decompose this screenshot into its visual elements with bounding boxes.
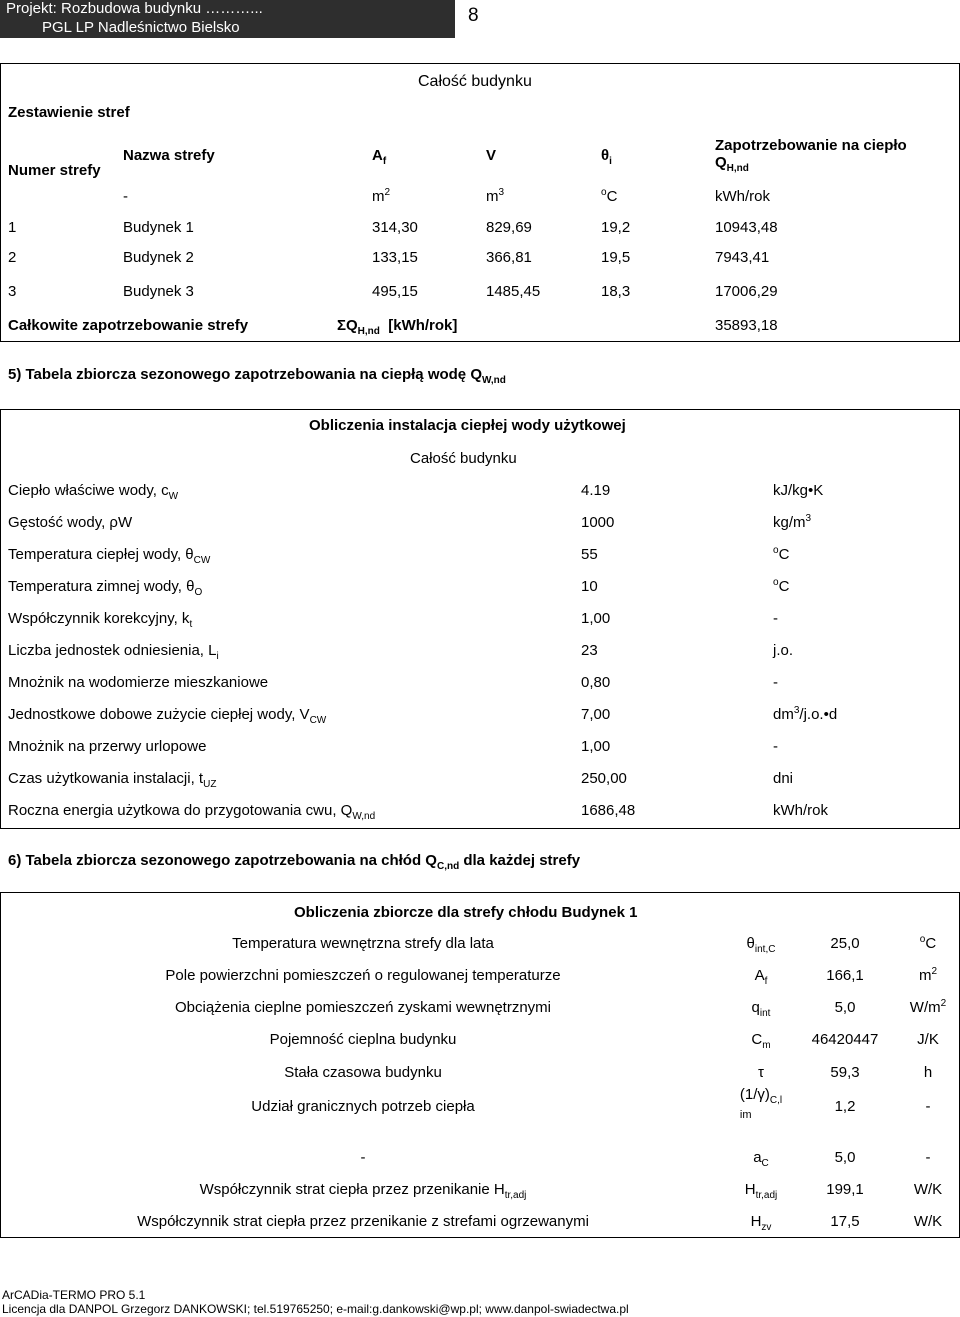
cooling-value: 25,0 (830, 935, 860, 952)
hot-water-value: 1,00 (581, 738, 611, 755)
header-demand: Zapotrzebowanie na ciepło $Q_{H,nd}$ (715, 137, 907, 175)
page-number: 8 (468, 5, 479, 26)
cooling-value: 59,3 (830, 1064, 860, 1081)
hot-water-value: 250,00 (581, 770, 627, 787)
cooling-symbol: $H_{zv}$ (750, 1213, 772, 1233)
unit-volume: $m^3$ (486, 187, 505, 205)
hot-water-label: Temperatura ciepłej wody, $\theta_{CW}$ (8, 546, 211, 566)
cooling-unit: - (925, 1098, 931, 1115)
hot-water-subtitle: Całość budynku (410, 450, 517, 467)
zone-cell-v: 366,81 (486, 249, 532, 266)
footer-license: Licencja dla DANPOL Grzegorz DANKOWSKI; tel.519765250; e-mail:g.dankowski@wp.pl; www.danpol-swiadectwa.pl (2, 1302, 629, 1316)
unit-demand: kWh/rok (715, 188, 771, 205)
hot-water-value: 10 (581, 578, 598, 595)
organization-line: PGL LP Nadleśnictwo Bielsko (42, 19, 240, 36)
cooling-symbol: $H_{tr,adj}$ (744, 1181, 778, 1201)
total-value: 35893,18 (715, 317, 778, 334)
hot-water-label: Czas użytkowania instalacji, $t_{UZ}$ (8, 770, 217, 790)
zone-cell-v: 1485,45 (486, 283, 541, 300)
cooling-value: 199,1 (826, 1181, 864, 1198)
zone-cell-v: 829,69 (486, 219, 532, 236)
zone-cell-af: 133,15 (372, 249, 418, 266)
hot-water-unit: $kg/m^3$ (773, 513, 812, 531)
cooling-label: Obciążenia cieplne pomieszczeń zyskami wewnętrznymi (175, 999, 551, 1016)
cooling-label: Współczynnik strat ciepła przez przenikanie $H_{tr,adj}$ (199, 1181, 527, 1201)
total-label: Całkowite zapotrzebowanie strefy (8, 317, 249, 334)
hot-water-value: 4.19 (581, 482, 611, 499)
zone-cell-num: 2 (8, 249, 17, 266)
cooling-value: 1,2 (834, 1098, 856, 1115)
cooling-label: Współczynnik strat ciepła przez przenikanie z strefami ogrzewanymi (137, 1213, 589, 1230)
cooling-unit: J/K (917, 1031, 939, 1048)
cooling-value: 46420447 (811, 1031, 879, 1048)
cooling-unit: h (923, 1064, 933, 1081)
section5-heading: 5) Tabela zbiorcza sezonowego zapotrzebowania na ciepłą wodę $Q_{W,nd}$ (8, 366, 506, 386)
hot-water-unit: $^o$C (773, 545, 790, 563)
zone-cell-num: 1 (8, 219, 17, 236)
cooling-unit: $W/m^2$ (909, 998, 947, 1016)
cooling-value: 5,0 (834, 999, 856, 1016)
hot-water-unit: - (773, 674, 778, 691)
cooling-label: - (360, 1149, 366, 1166)
zones-table (0, 63, 960, 342)
unit-theta: $^o$C (601, 187, 618, 205)
cooling-symbol: $a_C$ (753, 1149, 769, 1169)
zone-cell-theta: 19,5 (601, 249, 631, 266)
cooling-unit: $m^2$ (918, 966, 938, 984)
cooling-unit: - (925, 1149, 931, 1166)
hot-water-value: 55 (581, 546, 598, 563)
hot-water-title: Obliczenia instalacja ciepłej wody użytkowej (309, 417, 626, 434)
cooling-value: 5,0 (834, 1149, 856, 1166)
footer-software: ArCADia-TERMO PRO 5.1 (2, 1288, 146, 1302)
cooling-symbol: $\theta_{int,C}$ (746, 935, 776, 955)
cooling-unit: $^o$C (919, 934, 937, 952)
zone-cell-af: 495,15 (372, 283, 418, 300)
header-theta: $\theta_i$ (601, 147, 612, 167)
hot-water-value: 23 (581, 642, 598, 659)
header-volume: V (486, 147, 497, 164)
hot-water-label: Ciepło właściwe wody, $c_W$ (8, 482, 179, 502)
cooling-label: Stała czasowa budynku (284, 1064, 442, 1081)
cooling-symbol: $A_f$ (754, 967, 768, 987)
hot-water-label: Współczynnik korekcyjny, $k_t$ (8, 610, 193, 630)
zone-cell-q: 17006,29 (715, 283, 778, 300)
header-numer: Numer strefy (8, 162, 101, 179)
hot-water-value: 7,00 (581, 706, 611, 723)
hot-water-value: 1000 (581, 514, 615, 531)
cooling-label: Temperatura wewnętrzna strefy dla lata (232, 935, 494, 952)
zones-table-title: Zestawienie stref (8, 104, 130, 121)
hot-water-unit: - (773, 610, 778, 627)
cooling-symbol: $q_{int}$ (751, 999, 771, 1019)
cooling-title: Obliczenia zbiorcze dla strefy chłodu Budynek 1 (294, 904, 638, 921)
cooling-value: 166,1 (826, 967, 864, 984)
hot-water-unit: - (773, 738, 778, 755)
hot-water-label: Jednostkowe dobowe zużycie ciepłej wody, $V_{CW}$ (8, 706, 327, 726)
cooling-unit: W/K (913, 1181, 943, 1198)
zone-cell-name: Budynek 1 (123, 219, 194, 236)
cooling-value: 17,5 (830, 1213, 860, 1230)
unit-nazwa: - (123, 188, 128, 205)
cooling-unit: W/K (913, 1213, 943, 1230)
unit-af: $m^2$ (372, 187, 391, 205)
hot-water-label: Mnożnik na przerwy urlopowe (8, 738, 207, 755)
hot-water-unit: $dm^3/j.o.•d$ (773, 705, 838, 723)
zone-cell-q: 10943,48 (715, 219, 778, 236)
header-af: $A_f$ (372, 147, 387, 167)
cooling-label: Pojemność cieplna budynku (269, 1031, 457, 1048)
cooling-label: Pole powierzchni pomieszczeń o regulowanej temperaturze (165, 967, 561, 984)
hot-water-label: Roczna energia użytkowa do przygotowania cwu, $Q_{W,nd}$ (8, 802, 376, 822)
hot-water-label: Gęstość wody, ρW (8, 514, 133, 531)
cooling-symbol: $(1/\gamma)_{C,l}$ im (739, 1086, 783, 1122)
hot-water-unit: kJ/kg•K (773, 482, 824, 499)
document-header (0, 0, 455, 38)
hot-water-unit: j.o. (773, 642, 794, 659)
hot-water-value: 1,00 (581, 610, 611, 627)
hot-water-unit: $^o$C (773, 577, 790, 595)
hot-water-label: Mnożnik na wodomierze mieszkaniowe (8, 674, 269, 691)
header-nazwa: Nazwa strefy (123, 147, 215, 164)
hot-water-value: 1686,48 (581, 802, 636, 819)
zone-cell-af: 314,30 (372, 219, 418, 236)
hot-water-label: Liczba jednostek odniesienia, $L_i$ (8, 642, 219, 662)
project-line: Projekt: Rozbudowa budynku ………... (6, 0, 263, 17)
zone-cell-theta: 19,2 (601, 219, 631, 236)
hot-water-value: 0,80 (581, 674, 611, 691)
cooling-table (0, 892, 960, 1238)
zone-cell-theta: 18,3 (601, 283, 631, 300)
cooling-symbol: $C_m$ (751, 1031, 771, 1051)
zones-section-title: Całość budynku (418, 73, 532, 90)
cooling-symbol: τ (758, 1064, 764, 1081)
hot-water-unit: dni (773, 770, 794, 787)
zone-cell-name: Budynek 2 (123, 249, 194, 266)
hot-water-unit: kWh/rok (773, 802, 829, 819)
zone-cell-q: 7943,41 (715, 249, 770, 266)
zone-cell-num: 3 (8, 283, 17, 300)
section6-heading: 6) Tabela zbiorcza sezonowego zapotrzebowania na chłód $Q_{C,nd}$ dla każdej strefy (8, 852, 581, 872)
cooling-label: Udział granicznych potrzeb ciepła (251, 1098, 475, 1115)
zone-cell-name: Budynek 3 (123, 283, 194, 300)
hot-water-table (0, 409, 960, 829)
hot-water-label: Temperatura zimnej wody, $\theta_O$ (8, 578, 203, 598)
total-symbol: $\Sigma Q_{H,nd}$ [kWh/rok] (337, 317, 458, 337)
